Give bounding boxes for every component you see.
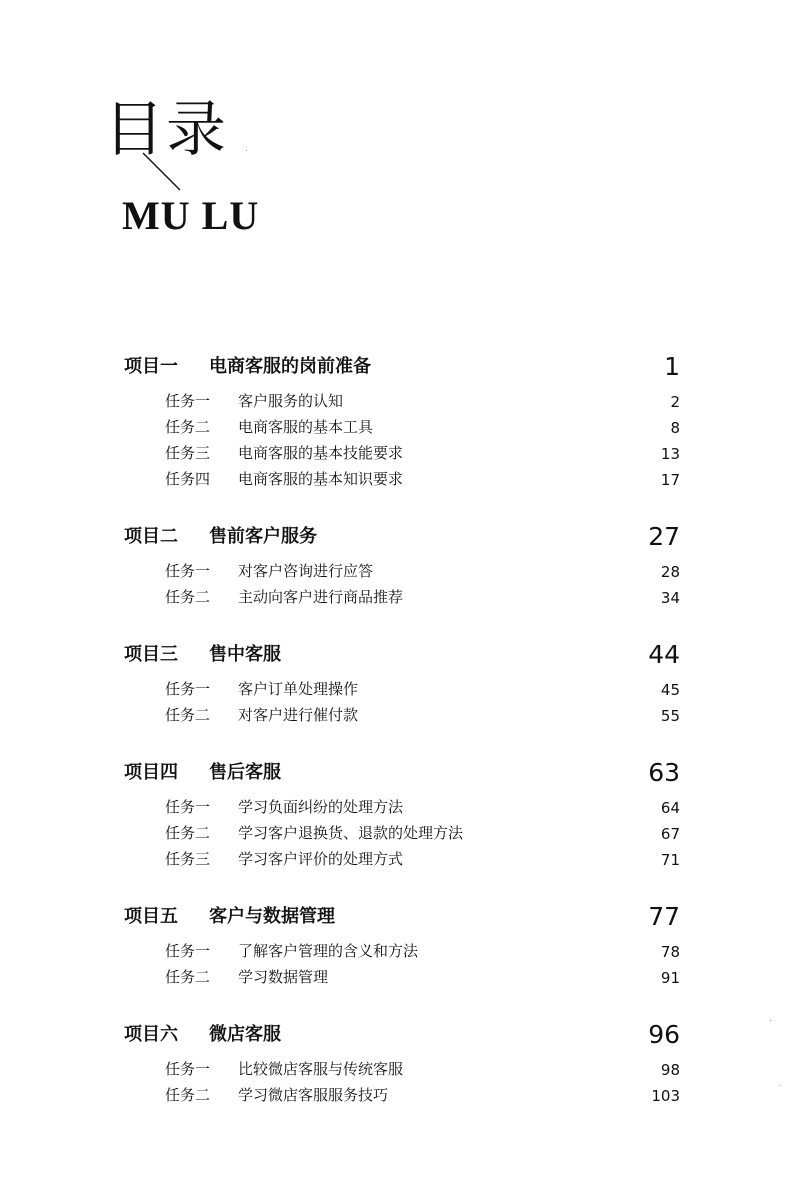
toc-task-title: 学习客户退换货、退款的处理方法 — [238, 824, 464, 842]
toc-task-page: 45 — [660, 681, 680, 699]
toc-task-page: 67 — [660, 825, 680, 843]
toc-task-row[interactable] — [0, 467, 790, 493]
toc-task-number: 任务二 — [165, 588, 211, 606]
page-title: 目录 — [104, 95, 228, 165]
toc-project-number: 项目六 — [124, 1024, 178, 1045]
toc-task-title: 了解客户管理的含义和方法 — [238, 942, 419, 960]
toc-task-page: 91 — [660, 969, 680, 987]
toc-task-title: 学习客户评价的处理方式 — [238, 850, 404, 868]
toc-task-page: 8 — [670, 419, 680, 437]
toc-project-title: 微店客服 — [209, 1024, 281, 1045]
toc-task-page: 13 — [660, 445, 680, 463]
scan-speck — [246, 150, 247, 151]
scan-speck — [779, 1085, 780, 1086]
toc-project-row[interactable] — [0, 1013, 790, 1057]
toc-task-row[interactable] — [0, 703, 790, 729]
toc-task-page: 2 — [670, 393, 680, 411]
toc-task-page: 103 — [651, 1087, 680, 1105]
toc-project-title: 售前客户服务 — [209, 526, 317, 547]
toc-project-number: 项目五 — [124, 906, 178, 927]
toc-task-number: 任务四 — [165, 470, 211, 488]
toc-project-row[interactable] — [0, 751, 790, 795]
toc-project-title: 售中客服 — [209, 644, 281, 665]
toc-task-row[interactable] — [0, 1083, 790, 1109]
table-of-contents — [0, 345, 790, 1131]
toc-task-title: 客户订单处理操作 — [238, 680, 359, 698]
toc-project-row[interactable] — [0, 633, 790, 677]
toc-project-group — [0, 345, 790, 493]
toc-task-title: 客户服务的认知 — [238, 392, 344, 410]
toc-task-number: 任务二 — [165, 824, 211, 842]
toc-project-number: 项目一 — [124, 356, 178, 377]
toc-task-title: 学习负面纠纷的处理方法 — [238, 798, 404, 816]
toc-task-page: 28 — [660, 563, 680, 581]
toc-task-row[interactable] — [0, 389, 790, 415]
toc-task-title: 对客户咨询进行应答 — [238, 562, 374, 580]
toc-project-group — [0, 633, 790, 729]
toc-project-page: 27 — [648, 522, 680, 551]
toc-project-title: 客户与数据管理 — [209, 906, 335, 927]
toc-project-title: 电商客服的岗前准备 — [209, 356, 371, 377]
toc-task-title: 学习微店客服服务技巧 — [238, 1086, 389, 1104]
toc-project-title: 售后客服 — [209, 762, 281, 783]
toc-task-page: 17 — [660, 471, 680, 489]
toc-project-number: 项目二 — [124, 526, 178, 547]
toc-project-group — [0, 515, 790, 611]
toc-project-row[interactable] — [0, 345, 790, 389]
toc-project-group — [0, 751, 790, 873]
toc-task-title: 学习数据管理 — [238, 968, 329, 986]
toc-project-number: 项目三 — [124, 644, 178, 665]
toc-project-number: 项目四 — [124, 762, 178, 783]
page-subtitle: MU LU — [122, 193, 260, 238]
toc-task-page: 98 — [660, 1061, 680, 1079]
toc-task-row[interactable] — [0, 939, 790, 965]
toc-task-number: 任务二 — [165, 1086, 211, 1104]
toc-project-page: 44 — [648, 640, 680, 669]
toc-task-row[interactable] — [0, 677, 790, 703]
toc-task-number: 任务二 — [165, 706, 211, 724]
toc-project-page: 96 — [648, 1020, 680, 1049]
toc-task-row[interactable] — [0, 1057, 790, 1083]
toc-task-page: 64 — [660, 799, 680, 817]
toc-task-row[interactable] — [0, 415, 790, 441]
toc-project-group — [0, 895, 790, 991]
toc-task-title: 电商客服的基本知识要求 — [238, 470, 404, 488]
toc-task-number: 任务一 — [165, 562, 211, 580]
toc-project-page: 77 — [648, 902, 680, 931]
toc-project-page: 63 — [648, 758, 680, 787]
toc-task-number: 任务一 — [165, 680, 211, 698]
toc-task-row[interactable] — [0, 585, 790, 611]
toc-task-row[interactable] — [0, 795, 790, 821]
toc-task-number: 任务二 — [165, 418, 211, 436]
toc-task-number: 任务一 — [165, 798, 211, 816]
toc-task-title: 电商客服的基本技能要求 — [238, 444, 404, 462]
toc-task-number: 任务一 — [165, 942, 211, 960]
toc-task-title: 主动向客户进行商品推荐 — [238, 588, 404, 606]
toc-task-row[interactable] — [0, 965, 790, 991]
toc-project-row[interactable] — [0, 895, 790, 939]
toc-task-row[interactable] — [0, 821, 790, 847]
toc-task-number: 任务三 — [165, 850, 211, 868]
toc-task-page: 71 — [660, 851, 680, 869]
toc-task-number: 任务一 — [165, 1060, 211, 1078]
toc-task-number: 任务三 — [165, 444, 211, 462]
toc-task-title: 比较微店客服与传统客服 — [238, 1060, 404, 1078]
toc-task-page: 55 — [660, 707, 680, 725]
toc-task-page: 34 — [660, 589, 680, 607]
toc-task-title: 电商客服的基本工具 — [238, 418, 374, 436]
scan-speck — [770, 1020, 771, 1021]
toc-task-page: 78 — [660, 943, 680, 961]
toc-task-number: 任务二 — [165, 968, 211, 986]
toc-project-row[interactable] — [0, 515, 790, 559]
toc-task-number: 任务一 — [165, 392, 211, 410]
toc-project-page: 1 — [664, 352, 680, 381]
toc-task-row[interactable] — [0, 559, 790, 585]
decorative-slash — [140, 150, 184, 194]
toc-task-row[interactable] — [0, 847, 790, 873]
toc-task-title: 对客户进行催付款 — [238, 706, 359, 724]
toc-project-group — [0, 1013, 790, 1109]
toc-task-row[interactable] — [0, 441, 790, 467]
